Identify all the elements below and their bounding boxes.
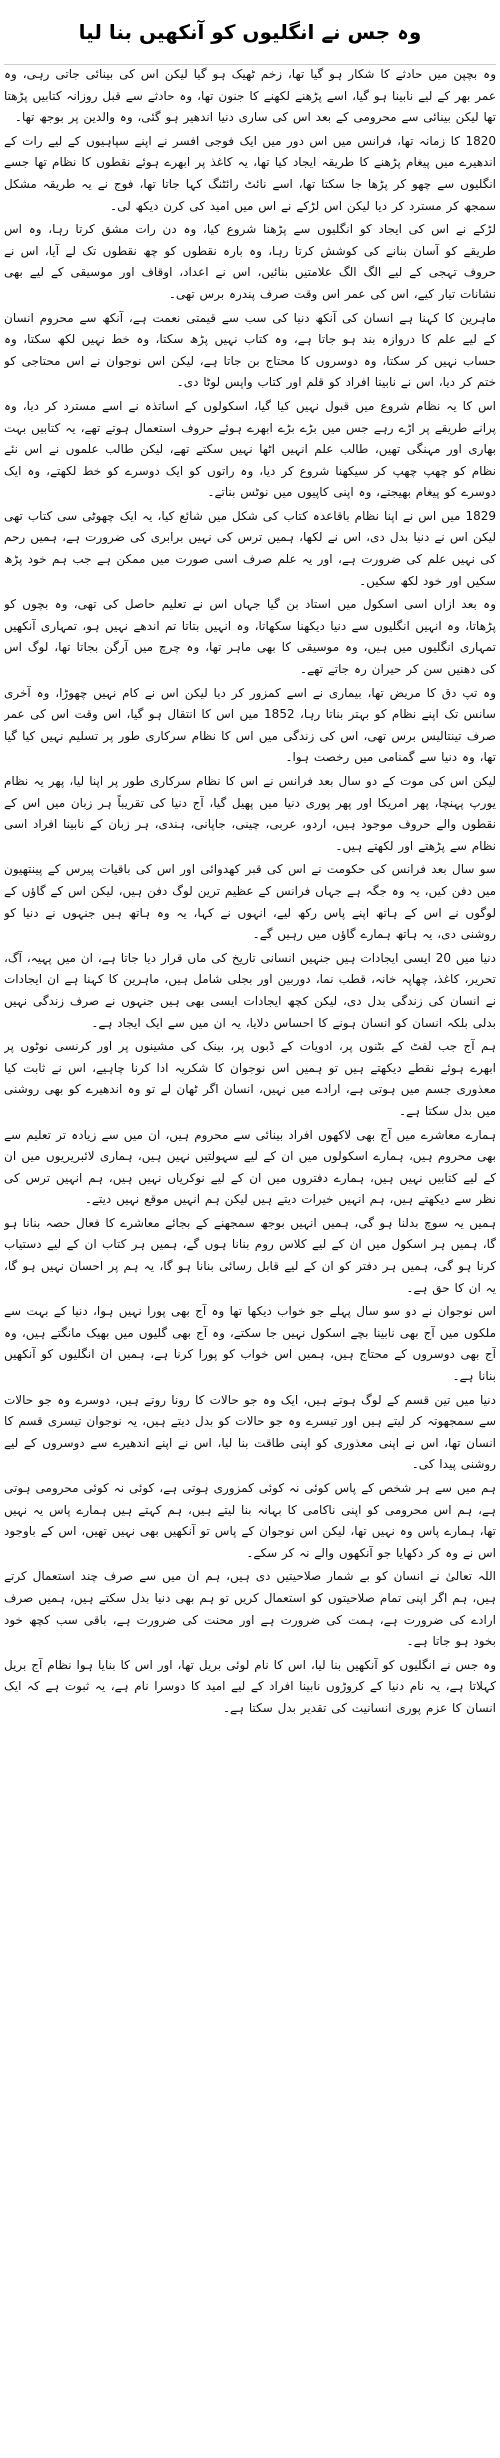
article-paragraph: ہمیں یہ سوچ بدلنا ہو گی، ہمیں انہیں بوجھ سمجھنے کے بجائے معاشرے کا فعال حصہ بنانا ہو گا، ہمیں ہر اسکول میں ان کے لیے کلاس روم بنانا ہوں گے، ہمیں ہر کتاب ان کے لیے دستیاب کرنا ہو گی، ہمیں ہر دفتر کو ان کے لیے قابل رسائی بنانا ہو گا، یہ ہم پر احسان نہیں ہو گا، یہ ان کا حق ہے۔ <box>4 1215 496 1295</box>
article-paragraph: اس نوجوان نے دو سو سال پہلے جو خواب دیکھا تھا وہ آج بھی پورا نہیں ہوا، دنیا کے بہت سے ملکوں میں آج بھی نابینا بچے اسکول نہیں جا سکتے، وہ آج بھی گلیوں میں بھیک مانگتے ہیں، وہ آج بھی دوسروں کے محتاج ہیں، ہمیں اس خواب کو پورا کرنا ہے، ہمیں ان انگلیوں کو آنکھیں بنانا ہے۔ <box>4 1304 496 1384</box>
article-paragraph: وہ تپ دق کا مریض تھا، بیماری نے اسے کمزور کر دیا لیکن اس نے کام نہیں چھوڑا، وہ آخری سانس تک اپنے نظام کو بہتر بناتا رہا، 1852 میں اس کا انتقال ہو گیا، اس وقت اس کی عمر صرف تینتالیس برس تھی، اس کی زندگی میں اس کا نظام سرکاری طور پر تسلیم نہیں کیا گیا تھا، وہ دنیا سے گمنامی میں رخصت ہوا۔ <box>4 685 496 765</box>
article-paragraph: ہمارے معاشرے میں آج بھی لاکھوں افراد بینائی سے محروم ہیں، ان میں سے زیادہ تر تعلیم سے بھی محروم ہیں، ہمارے اسکولوں میں ان کے لیے سہولتیں نہیں ہیں، ہماری لائبریریوں میں ان کے لیے کتابیں نہیں ہیں، ہمارے دفتروں میں ان کے لیے نوکریاں نہیں ہیں، ہم انہیں ترس کی نظر سے دیکھتے ہیں، ہم انہیں خیرات دیتے ہیں لیکن ہم انہیں موقع نہیں دیتے۔ <box>4 1127 496 1207</box>
article-paragraph: دنیا میں 20 ایسی ایجادات ہیں جنہیں انسانی تاریخ کی ماں قرار دیا جاتا ہے، ان میں پہیہ، آگ، تحریر، کاغذ، چھاپہ خانہ، قطب نما، دوربین اور بجلی شامل ہیں، ماہرین کا کہنا ہے ان ایجادات نے انسان کی زندگی بدل دی، لیکن کچھ ایجادات ایسی بھی ہیں جنہوں نے صرف زندگی نہیں بدلی بلکہ انسان کو انسان ہونے کا احساس دلایا، یہ ان میں سے ایک ایجاد ہے۔ <box>4 950 496 1030</box>
article-paragraph: وہ جس نے انگلیوں کو آنکھیں بنا لیا، اس کا نام لوئی بریل تھا، اور اس کا بنایا ہوا نظام آج بریل کہلاتا ہے، یہ نام دنیا کے کروڑوں نابینا افراد کے لیے امید کا دوسرا نام ہے، یہ ثبوت ہے کہ ایک انسان کا عزم پوری انسانیت کی تقدیر بدل سکتا ہے۔ <box>4 1657 496 1715</box>
article-paragraph: ہم آج جب لفٹ کے بٹنوں پر، ادویات کے ڈبوں پر، بینک کی مشینوں پر اور کرنسی نوٹوں پر ابھرے ہوئے نقطے دیکھتے ہیں تو ہمیں اس نوجوان کا شکریہ ادا کرنا چاہیے، اس نے ثابت کیا معذوری جسم میں ہوتی ہے، ارادے میں نہیں، انسان اگر ٹھان لے تو وہ اندھیرے کو بھی روشنی میں بدل سکتا ہے۔ <box>4 1039 496 1118</box>
article-paragraph: لڑکے نے اس کی ایجاد کو انگلیوں سے پڑھنا شروع کیا، وہ دن رات مشق کرتا رہا، وہ اس طریقے کو آسان بنانے کی کوشش کرتا رہا، وہ بارہ نقطوں کو چھ نقطوں تک لے آیا، اس نے حروف تہجی کے لیے الگ الگ علامتیں بنائیں، اس نے اعداد، اوقاف اور موسیقی کے لیے بھی نشانات تیار کیے، اس کی عمر اس وقت صرف پندرہ برس تھی۔ <box>4 222 496 301</box>
article-headline: وہ جس نے انگلیوں کو آنکھیں بنا لیا <box>4 0 496 65</box>
article-paragraph: ہم میں سے ہر شخص کے پاس کوئی نہ کوئی کمزوری ہوتی ہے، کوئی نہ کوئی محرومی ہوتی ہے، ہم اس محرومی کو اپنی ناکامی کا بہانہ بنا لیتے ہیں، ہم کہتے ہیں ہمارے پاس یہ نہیں تھا، ہمارے پاس وہ نہیں تھا، لیکن اس نوجوان کے پاس تو آنکھیں بھی نہیں تھیں، اس کے باوجود اس نے وہ کر دکھایا جو آنکھوں والے نہ کر سکے۔ <box>4 1481 496 1560</box>
article-paragraph: وہ بچپن میں حادثے کا شکار ہو گیا تھا، زخم ٹھیک ہو گیا لیکن اس کی بینائی جاتی رہی، وہ عمر بھر کے لیے نابینا ہو گیا، اسے پڑھنے لکھنے کا جنون تھا، وہ حادثے سے قبل روزانہ کتابیں پڑھتا تھا لیکن بینائی سے محرومی کے بعد اس کی ساری دنیا اندھیر ہو گئی، وہ والدین پر بوجھ تھا۔ <box>4 67 496 125</box>
article-paragraph: دنیا میں تین قسم کے لوگ ہوتے ہیں، ایک وہ جو حالات کا رونا روتے ہیں، دوسرے وہ جو حالات سے سمجھوتہ کر لیتے ہیں اور تیسرے وہ جو حالات کو بدل دیتے ہیں، یہ نوجوان تیسری قسم کا انسان تھا، اس نے اپنی معذوری کو اپنی طاقت بنا لیا، اس نے اپنے اندھیرے سے دوسروں کے لیے روشنی پیدا کی۔ <box>4 1392 496 1472</box>
article-paragraph: 1820 کا زمانہ تھا، فرانس میں اس دور میں ایک فوجی افسر نے اپنے سپاہیوں کے لیے رات کے اندھیرے میں پیغام پڑھنے کا طریقہ ایجاد کیا تھا، یہ کاغذ پر ابھرے ہوئے نقطوں کا نظام تھا جسے انگلیوں سے چھو کر پڑھا جا سکتا تھا، اسے نائٹ رائٹنگ کہا جاتا تھا، فوج نے یہ طریقہ مشکل سمجھ کر مسترد کر دیا لیکن اس لڑکے نے اس میں امید کی کرن دیکھ لی۔ <box>4 133 496 213</box>
article-paragraph: لیکن اس کی موت کے دو سال بعد فرانس نے اس کا نظام سرکاری طور پر اپنا لیا، پھر یہ نظام یورپ پہنچا، پھر امریکا اور پھر پوری دنیا میں پھیل گیا، آج دنیا کی تقریباً ہر زبان میں اس کے نقطوں والے حروف موجود ہیں، اردو، عربی، چینی، جاپانی، ہندی، ہر زبان کے نابینا افراد اسی نظام سے پڑھتے اور لکھتے ہیں۔ <box>4 774 496 853</box>
article-paragraph: اس کا یہ نظام شروع میں قبول نہیں کیا گیا، اسکولوں کے اساتذہ نے اسے مسترد کر دیا، وہ پرانے طریقے پر اڑے رہے جس میں بڑے بڑے ابھرے ہوئے حروف استعمال ہوتے تھے، یہ کتابیں بہت بھاری اور مہنگی تھیں، طالب علم انہیں اٹھا نہیں سکتے تھے، لیکن طالب علموں نے اس نئے نظام کو چھپ چھپ کر سیکھنا شروع کر دیا، وہ راتوں کو ایک دوسرے کو خط لکھتے، وہ ایک دوسرے کو پیغام بھیجتے، وہ اپنی کاپیوں میں نوٹس بناتے۔ <box>4 398 496 500</box>
article-paragraph: سو سال بعد فرانس کی حکومت نے اس کی قبر کھدوائی اور اس کی باقیات پیرس کے پینتھیون میں دفن کیں، یہ وہ جگہ ہے جہاں فرانس کے عظیم ترین لوگ دفن ہیں، لیکن اس کے گاؤں کے لوگوں نے اس کے ہاتھ اپنے پاس رکھ لیے، انہوں نے کہا، یہ وہ ہاتھ ہیں جنہوں نے دنیا کو روشنی دی، یہ ہاتھ ہمارے گاؤں میں رہیں گے۔ <box>4 862 496 942</box>
article-paragraph: اللہ تعالیٰ نے انسان کو بے شمار صلاحیتیں دی ہیں، ہم ان میں سے صرف چند استعمال کرتے ہیں، ہم اگر اپنی تمام صلاحیتوں کو استعمال کریں تو ہم بھی دنیا بدل سکتے ہیں، ہمیں صرف ارادے کی ضرورت ہے، ہمت کی ضرورت ہے اور محنت کی ضرورت ہے، باقی سب کچھ خود بخود ہو جاتا ہے۔ <box>4 1569 496 1649</box>
article-paragraph: وہ بعد ازاں اسی اسکول میں استاد بن گیا جہاں اس نے تعلیم حاصل کی تھی، وہ بچوں کو پڑھاتا، وہ انہیں انگلیوں سے دنیا دیکھنا سکھاتا، وہ انہیں بتاتا تم اندھے نہیں ہو، تمہاری آنکھیں تمہاری انگلیوں میں ہیں، وہ موسیقی کا بھی ماہر تھا، وہ چرچ میں آرگن بجاتا تھا، لوگ اس کی دھنیں سن کر حیران رہ جاتے تھے۔ <box>4 597 496 677</box>
article-paragraph: 1829 میں اس نے اپنا نظام باقاعدہ کتاب کی شکل میں شائع کیا، یہ ایک چھوٹی سی کتاب تھی لیکن اس نے دنیا بدل دی، اس نے لکھا، ہمیں ترس کی نہیں برابری کی ضرورت ہے، ہمیں رحم کی نہیں علم کی ضرورت ہے، اور یہ علم صرف اسی صورت میں ممکن ہے جب ہم خود پڑھ سکیں اور خود لکھ سکیں۔ <box>4 508 496 588</box>
article-body <box>4 64 496 2458</box>
article-paragraph: ماہرین کا کہنا ہے انسان کی آنکھ دنیا کی سب سے قیمتی نعمت ہے، آنکھ سے محروم انسان کے لیے علم کا دروازہ بند ہو جاتا ہے، وہ کتاب نہیں پڑھ سکتا، وہ خط نہیں لکھ سکتا، وہ حساب نہیں کر سکتا، وہ دوسروں کا محتاج بن جاتا ہے، لیکن اس نوجوان نے اس محتاجی کو ختم کر دیا، اس نے نابینا افراد کو قلم اور کتاب واپس لوٹا دی۔ <box>4 310 496 390</box>
